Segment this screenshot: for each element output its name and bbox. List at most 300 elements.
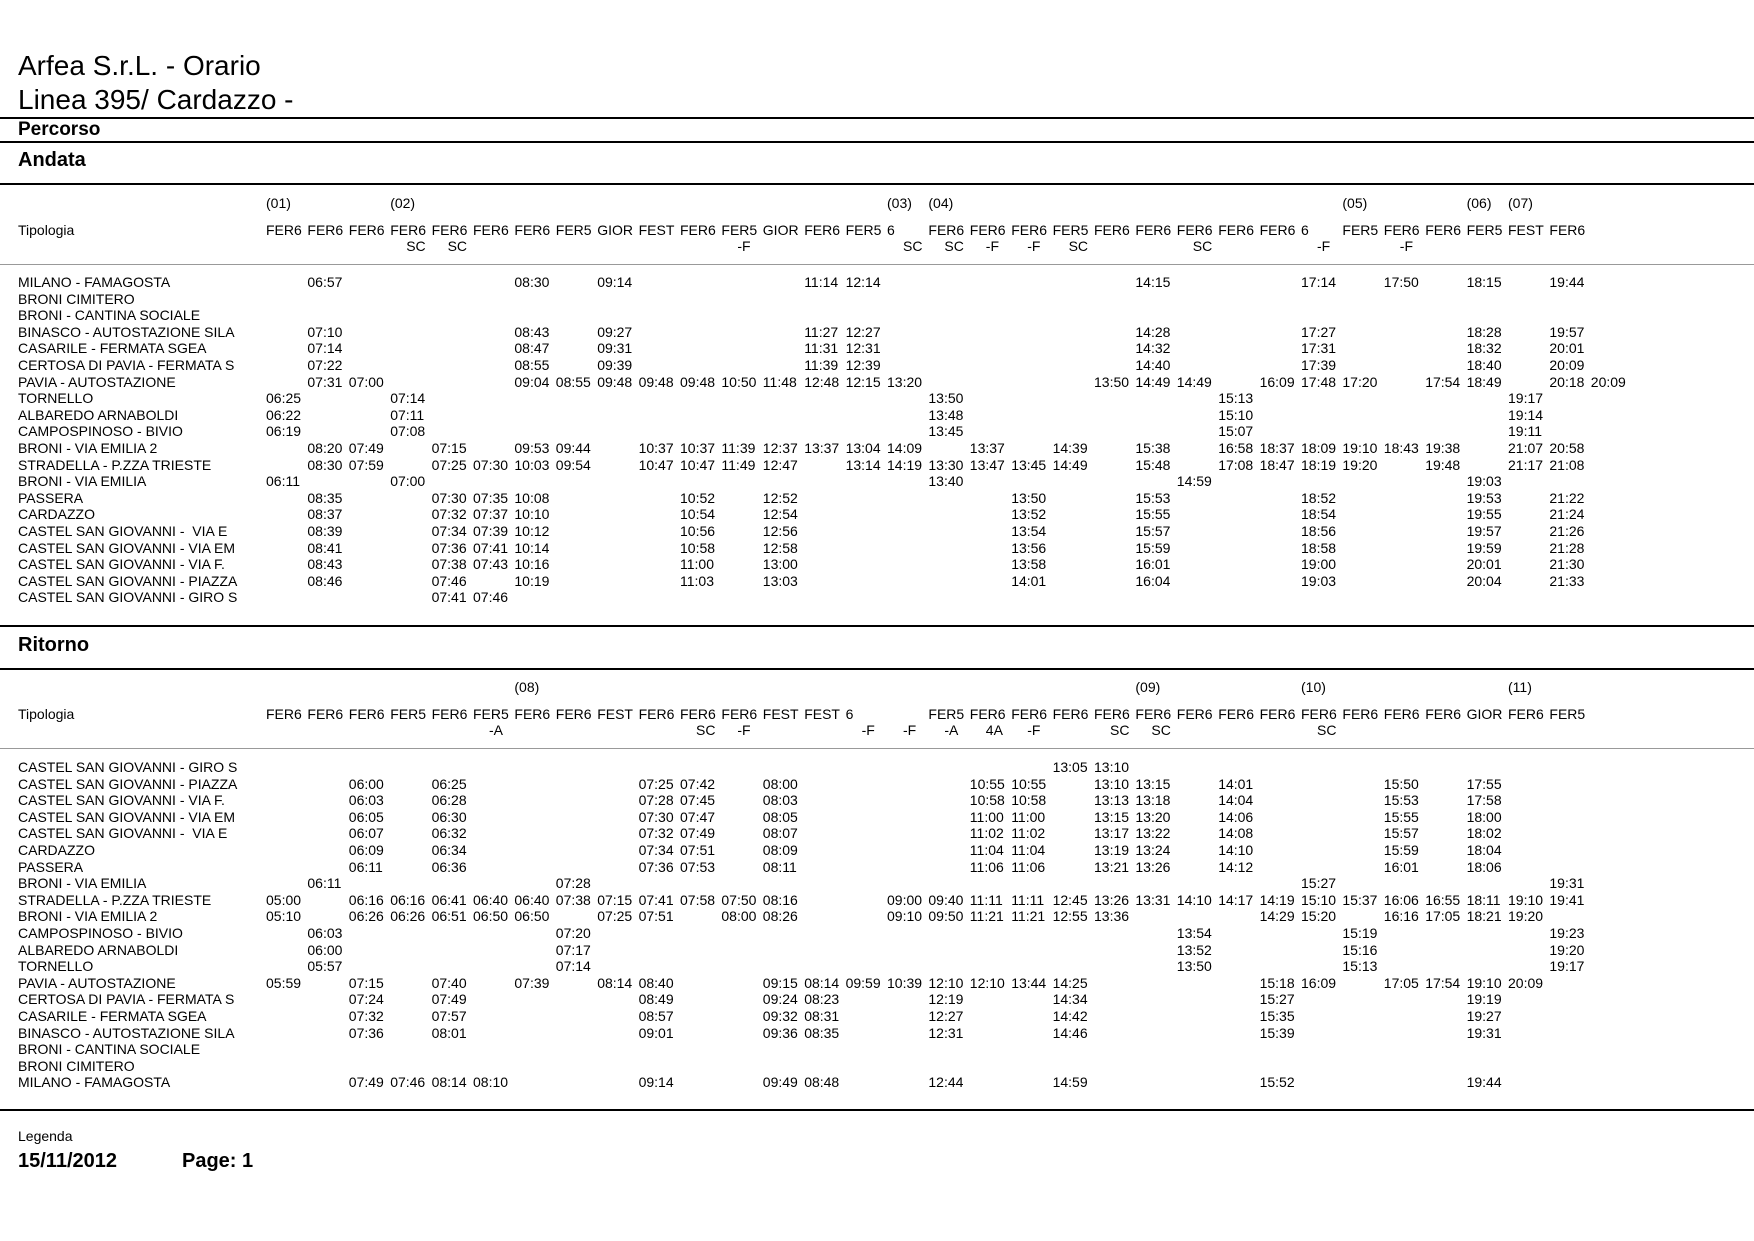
stop-time: 13:48 <box>928 406 964 423</box>
stop-time: 13:18 <box>1135 792 1171 809</box>
stop-time: 10:55 <box>969 775 1005 792</box>
stop-time: 05:10 <box>266 908 302 925</box>
stop-time: 07:36 <box>431 539 467 556</box>
stop-time: 20:09 <box>1549 357 1585 373</box>
stop-time: 12:31 <box>845 340 881 357</box>
stop-name: BRONI CIMITERO <box>18 1057 135 1074</box>
service-type: FER6 <box>1094 706 1130 722</box>
stop-time: 15:55 <box>1135 506 1171 523</box>
stop-name: CASARILE - FERMATA SGEA <box>18 1008 207 1024</box>
service-flag: SC <box>903 238 923 254</box>
stop-time: 08:55 <box>514 357 550 373</box>
stop-time: 08:23 <box>804 991 840 1008</box>
service-type: FER6 <box>680 222 716 238</box>
stop-time: 07:43 <box>473 556 509 573</box>
stop-time: 14:29 <box>1259 908 1295 925</box>
stop-time: 10:39 <box>887 974 923 991</box>
stop-time: 16:04 <box>1135 572 1171 589</box>
service-type: FER6 <box>969 706 1006 722</box>
stop-time: 07:49 <box>431 991 467 1008</box>
stop-time: 08:09 <box>762 842 798 858</box>
stop-time: 11:48 <box>762 373 797 390</box>
stop-name: STRADELLA - P.ZZA TRIESTE <box>18 456 212 473</box>
stop-time: 06:51 <box>431 908 467 925</box>
service-flag: SC <box>447 238 468 254</box>
stop-time: 11:49 <box>721 456 756 473</box>
service-type: FEST <box>638 222 675 238</box>
stop-time: 07:20 <box>555 925 591 941</box>
stop-time: 11:11 <box>969 891 1003 908</box>
stop-time: 10:16 <box>514 556 550 573</box>
page-number: Page: 1 <box>182 1150 254 1172</box>
stop-time: 08:05 <box>762 808 798 825</box>
stop-time: 07:49 <box>680 825 716 842</box>
stop-time: 13:36 <box>1094 908 1130 925</box>
stop-time: 13:44 <box>1011 974 1047 991</box>
service-type: FER5 <box>1052 222 1089 238</box>
stop-time: 13:15 <box>1094 808 1130 825</box>
service-type: FER6 <box>348 706 385 722</box>
stop-time: 16:01 <box>1135 556 1171 573</box>
stop-time: 14:04 <box>1218 792 1254 809</box>
service-type: FER6 <box>431 706 468 722</box>
stop-time: 09:49 <box>762 1074 798 1091</box>
service-flag: 4A <box>985 722 1003 738</box>
stop-time: 16:06 <box>1383 891 1419 908</box>
stop-name: PAVIA - AUTOSTAZIONE <box>18 373 176 390</box>
service-type: FEST <box>804 706 840 722</box>
stop-time: 17:05 <box>1383 974 1419 991</box>
stop-time: 09:04 <box>514 373 550 390</box>
stop-time: 07:41 <box>638 891 674 908</box>
stop-time: 11:39 <box>721 440 756 456</box>
stop-time: 07:42 <box>680 775 716 792</box>
note-ref: (05) <box>1342 195 1368 211</box>
stop-time: 08:14 <box>597 974 633 991</box>
stop-time: 05:00 <box>266 891 302 908</box>
note-ref: (06) <box>1466 195 1492 211</box>
service-type: 6 <box>1301 222 1309 238</box>
service-flag: -F <box>1399 238 1414 254</box>
stop-time: 07:36 <box>348 1024 384 1041</box>
stop-name: BRONI - VIA EMILIA 2 <box>18 440 158 456</box>
stop-time: 18:11 <box>1466 891 1501 908</box>
stop-time: 10:47 <box>680 456 716 473</box>
stop-time: 06:28 <box>431 792 467 809</box>
stop-time: 07:25 <box>431 456 467 473</box>
stop-time: 12:31 <box>928 1024 964 1041</box>
stop-time: 15:07 <box>1218 423 1254 440</box>
stop-time: 10:12 <box>514 523 550 539</box>
stop-name: CAMPOSPINOSO - BIVIO <box>18 925 183 941</box>
stop-time: 13:10 <box>1094 775 1130 792</box>
stop-time: 20:58 <box>1549 440 1585 456</box>
stop-time: 09:14 <box>638 1074 674 1091</box>
service-type: FER6 <box>473 222 509 238</box>
stop-time: 15:35 <box>1259 1008 1295 1024</box>
service-flag: SC <box>1317 722 1337 738</box>
stop-time: 20:01 <box>1549 340 1585 357</box>
stop-time: 09:48 <box>597 373 633 390</box>
stop-time: 06:25 <box>266 390 302 407</box>
stop-time: 14:10 <box>1176 891 1212 908</box>
stop-time: 10:08 <box>514 489 550 506</box>
stop-name: CASTEL SAN GIOVANNI - PIAZZA <box>18 775 238 792</box>
stop-time: 08:30 <box>514 274 550 290</box>
stop-time: 12:15 <box>845 373 881 390</box>
stop-time: 07:14 <box>390 390 426 407</box>
stop-time: 19:20 <box>1508 908 1544 925</box>
service-flag: -A <box>489 722 503 738</box>
stop-time: 08:30 <box>307 456 343 473</box>
stop-time: 11:04 <box>969 842 1004 858</box>
stop-time: 08:57 <box>638 1008 674 1024</box>
stop-time: 20:09 <box>1590 373 1626 390</box>
stop-name: PASSERA <box>18 858 84 875</box>
stop-time: 10:03 <box>514 456 550 473</box>
stop-time: 19:10 <box>1466 974 1502 991</box>
service-type: FER6 <box>1342 706 1379 722</box>
service-type: GIOR <box>1466 706 1503 722</box>
service-type: FEST <box>762 706 799 722</box>
line-title: Linea 395/ Cardazzo - <box>18 84 294 115</box>
stop-time: 18:47 <box>1259 456 1295 473</box>
stop-time: 12:55 <box>1052 908 1088 925</box>
stop-time: 12:39 <box>845 357 881 373</box>
service-flag: -A <box>944 722 959 738</box>
stop-time: 15:27 <box>1301 875 1337 892</box>
stop-time: 13:37 <box>969 440 1005 456</box>
stop-time: 13:00 <box>762 556 798 573</box>
stop-time: 08:55 <box>555 373 591 390</box>
stop-time: 10:37 <box>638 440 674 456</box>
stop-time: 07:47 <box>680 808 716 825</box>
service-type: FER6 <box>431 222 468 238</box>
stop-time: 08:01 <box>431 1024 467 1041</box>
service-type: FER6 <box>1425 706 1461 722</box>
stop-time: 14:12 <box>1218 858 1254 875</box>
stop-time: 13:24 <box>1135 842 1171 858</box>
service-flag: SC <box>696 722 716 738</box>
stop-time: 12:58 <box>762 539 798 556</box>
service-type: FER6 <box>1549 222 1586 238</box>
stop-time: 06:34 <box>431 842 467 858</box>
stop-time: 06:09 <box>348 842 384 858</box>
service-flag: -F <box>1317 238 1331 254</box>
legend-label: Legenda <box>18 1128 73 1144</box>
stop-time: 07:25 <box>638 775 674 792</box>
stop-time: 07:49 <box>348 1074 384 1091</box>
stop-time: 19:10 <box>1342 440 1378 456</box>
stop-time: 15:55 <box>1383 808 1419 825</box>
stop-time: 07:15 <box>348 974 384 991</box>
stop-time: 09:40 <box>928 891 964 908</box>
stop-time: 17:27 <box>1301 323 1337 340</box>
stop-time: 19:44 <box>1466 1074 1502 1091</box>
service-type: FER5 <box>390 706 426 722</box>
stop-time: 15:52 <box>1259 1074 1295 1091</box>
stop-time: 07:25 <box>597 908 633 925</box>
service-type: FER6 <box>1094 222 1130 238</box>
stop-name: STRADELLA - P.ZZA TRIESTE <box>18 891 212 908</box>
stop-time: 07:53 <box>680 858 716 875</box>
stop-time: 07:51 <box>638 908 674 925</box>
stop-time: 15:59 <box>1135 539 1171 556</box>
stop-time: 08:00 <box>721 908 757 925</box>
stop-time: 11:27 <box>804 323 839 340</box>
service-flag: SC <box>1192 238 1213 254</box>
stop-time: 09:24 <box>762 991 798 1008</box>
service-type: FER6 <box>514 706 551 722</box>
stop-time: 15:37 <box>1342 891 1378 908</box>
stop-time: 12:10 <box>928 974 964 991</box>
stop-time: 15:53 <box>1135 489 1171 506</box>
stop-time: 12:45 <box>1052 891 1088 908</box>
note-ref: (10) <box>1301 679 1326 695</box>
stop-time: 07:14 <box>307 340 343 357</box>
service-type: FER5 <box>555 222 592 238</box>
stop-time: 13:22 <box>1135 825 1171 842</box>
stop-time: 14:49 <box>1135 373 1171 390</box>
stop-time: 15:53 <box>1383 792 1419 809</box>
service-type: FER6 <box>1011 222 1047 238</box>
stop-time: 07:51 <box>680 842 716 858</box>
stop-time: 16:09 <box>1259 373 1295 390</box>
stop-time: 18:49 <box>1466 373 1502 390</box>
service-type: FER5 <box>1342 222 1379 238</box>
service-type: FER5 <box>845 222 882 238</box>
tipologia-label: Tipologia <box>18 222 75 238</box>
stop-time: 10:58 <box>1011 792 1047 809</box>
stop-time: 07:46 <box>473 589 509 606</box>
andata-heading: Andata <box>18 149 86 171</box>
stop-time: 09:32 <box>762 1008 798 1024</box>
service-type: FER6 <box>307 222 344 238</box>
stop-time: 09:48 <box>680 373 716 390</box>
stop-time: 19:31 <box>1549 875 1585 892</box>
service-type: FER6 <box>555 706 592 722</box>
stop-time: 06:26 <box>390 908 426 925</box>
stop-time: 05:59 <box>266 974 302 991</box>
stop-time: 18:40 <box>1466 357 1502 373</box>
stop-time: 10:47 <box>638 456 674 473</box>
stop-time: 07:00 <box>390 473 426 490</box>
percorso-heading: Percorso <box>18 119 101 140</box>
stop-time: 14:42 <box>1052 1008 1088 1024</box>
stop-time: 12:44 <box>928 1074 964 1091</box>
stop-time: 06:41 <box>431 891 467 908</box>
stop-name: CARDAZZO <box>18 842 95 858</box>
stop-time: 17:48 <box>1301 373 1337 390</box>
service-type: FER6 <box>1135 706 1172 722</box>
stop-time: 06:00 <box>348 775 384 792</box>
stop-time: 15:38 <box>1135 440 1171 456</box>
stop-time: 13:15 <box>1135 775 1171 792</box>
stop-time: 14:17 <box>1218 891 1254 908</box>
stop-time: 06:30 <box>431 808 467 825</box>
stop-name: BRONI CIMITERO <box>18 290 135 307</box>
stop-time: 20:18 <box>1549 373 1585 390</box>
stop-time: 13:17 <box>1094 825 1130 842</box>
stop-time: 13:21 <box>1094 858 1130 875</box>
stop-time: 16:01 <box>1383 858 1419 875</box>
stop-time: 10:54 <box>680 506 716 523</box>
stop-time: 08:47 <box>514 340 550 357</box>
stop-time: 09:10 <box>887 908 923 925</box>
service-type: FER6 <box>514 222 551 238</box>
stop-time: 09:50 <box>928 908 964 925</box>
stop-name: MILANO - FAMAGOSTA <box>18 274 171 290</box>
stop-time: 08:26 <box>762 908 798 925</box>
note-ref: (08) <box>514 679 540 695</box>
stop-time: 21:26 <box>1549 523 1585 539</box>
stop-time: 19:14 <box>1508 406 1544 423</box>
stop-time: 14:49 <box>1176 373 1212 390</box>
stop-time: 08:37 <box>307 506 343 523</box>
stop-time: 13:40 <box>928 473 964 490</box>
stop-time: 09:44 <box>555 440 591 456</box>
print-date: 15/11/2012 <box>18 1150 117 1172</box>
note-ref: (07) <box>1508 195 1533 211</box>
stop-time: 06:50 <box>514 908 550 925</box>
service-type: FER6 <box>969 222 1006 238</box>
stop-time: 08:43 <box>307 556 343 573</box>
stop-time: 07:39 <box>514 974 550 991</box>
service-type: FER6 <box>721 706 758 722</box>
service-type: FER6 <box>307 706 344 722</box>
stop-time: 08:46 <box>307 572 343 589</box>
stop-time: 13:37 <box>804 440 840 456</box>
note-ref: (11) <box>1508 679 1532 695</box>
service-flag: -F <box>903 722 917 738</box>
stop-time: 08:16 <box>762 891 798 908</box>
stop-time: 14:08 <box>1218 825 1254 842</box>
stop-time: 12:27 <box>845 323 881 340</box>
stop-time: 09:00 <box>887 891 923 908</box>
stop-time: 19:41 <box>1549 891 1585 908</box>
stop-time: 14:09 <box>887 440 923 456</box>
stop-time: 13:26 <box>1135 858 1171 875</box>
ritorno-heading: Ritorno <box>18 634 90 656</box>
service-type: FER5 <box>1466 222 1503 238</box>
stop-name: CERTOSA DI PAVIA - FERMATA S <box>18 357 235 373</box>
stop-time: 13:47 <box>969 456 1005 473</box>
stop-time: 19:20 <box>1342 456 1378 473</box>
stop-time: 06:26 <box>348 908 384 925</box>
stop-name: CASTEL SAN GIOVANNI - VIA F. <box>18 792 225 809</box>
stop-time: 10:10 <box>514 506 550 523</box>
stop-name: ALBAREDO ARNABOLDI <box>18 406 179 423</box>
stop-time: 07:36 <box>638 858 674 875</box>
stop-time: 15:27 <box>1259 991 1295 1008</box>
stop-time: 10:52 <box>680 489 716 506</box>
stop-time: 19:11 <box>1508 423 1542 440</box>
note-ref: (04) <box>928 195 954 211</box>
stop-time: 07:28 <box>638 792 674 809</box>
stop-time: 14:28 <box>1135 323 1171 340</box>
stop-time: 07:59 <box>348 456 384 473</box>
service-type: FER6 <box>1301 706 1337 722</box>
stop-time: 19:55 <box>1466 506 1502 523</box>
stop-time: 13:03 <box>762 572 798 589</box>
stop-time: 21:33 <box>1549 572 1585 589</box>
stop-time: 12:37 <box>762 440 798 456</box>
stop-time: 06:50 <box>473 908 509 925</box>
stop-time: 20:04 <box>1466 572 1502 589</box>
stop-time: 10:37 <box>680 440 716 456</box>
stop-time: 07:32 <box>431 506 467 523</box>
stop-time: 17:31 <box>1301 340 1337 357</box>
stop-time: 07:31 <box>307 373 343 390</box>
stop-time: 06:57 <box>307 274 343 290</box>
stop-time: 12:19 <box>928 991 964 1008</box>
stop-name: ALBAREDO ARNABOLDI <box>18 941 179 958</box>
stop-time: 08:41 <box>307 539 343 556</box>
stop-time: 06:05 <box>348 808 384 825</box>
stop-time: 10:50 <box>721 373 757 390</box>
tipologia-label: Tipologia <box>18 706 75 722</box>
stop-time: 18:32 <box>1466 340 1502 357</box>
stop-time: 18:52 <box>1301 489 1337 506</box>
stop-time: 07:41 <box>431 589 467 606</box>
stop-name: CASTEL SAN GIOVANNI - VIA E <box>18 825 228 842</box>
stop-time: 09:39 <box>597 357 633 373</box>
stop-time: 15:20 <box>1301 908 1337 925</box>
stop-time: 14:01 <box>1218 775 1254 792</box>
stop-time: 16:55 <box>1425 891 1461 908</box>
stop-time: 15:50 <box>1383 775 1419 792</box>
stop-time: 07:34 <box>431 523 467 539</box>
stop-time: 07:30 <box>638 808 674 825</box>
stop-time: 18:19 <box>1301 456 1337 473</box>
stop-time: 08:03 <box>762 792 798 809</box>
stop-time: 06:40 <box>473 891 509 908</box>
stop-time: 19:38 <box>1425 440 1461 456</box>
stop-time: 21:07 <box>1508 440 1544 456</box>
stop-time: 07:00 <box>348 373 384 390</box>
stop-time: 10:58 <box>680 539 716 556</box>
stop-time: 14:01 <box>1011 572 1047 589</box>
stop-time: 15:16 <box>1342 941 1378 958</box>
stop-time: 15:59 <box>1383 842 1419 858</box>
stop-time: 14:40 <box>1135 357 1171 373</box>
service-type: FER6 <box>1425 222 1461 238</box>
stop-time: 14:34 <box>1052 991 1088 1008</box>
service-type: FER6 <box>804 222 840 238</box>
stop-time: 17:05 <box>1425 908 1461 925</box>
stop-time: 07:57 <box>431 1008 467 1024</box>
stop-time: 17:54 <box>1425 373 1461 390</box>
stop-time: 08:00 <box>762 775 798 792</box>
stop-time: 13:50 <box>1176 958 1212 975</box>
stop-time: 06:25 <box>431 775 467 792</box>
stop-time: 19:27 <box>1466 1008 1502 1024</box>
stop-time: 18:28 <box>1466 323 1502 340</box>
stop-time: 15:48 <box>1135 456 1171 473</box>
stop-time: 08:14 <box>804 974 840 991</box>
stop-time: 13:52 <box>1176 941 1212 958</box>
service-type: FER6 <box>1176 706 1213 722</box>
stop-time: 19:44 <box>1549 274 1585 290</box>
stop-time: 06:11 <box>307 875 342 892</box>
stop-time: 11:14 <box>804 274 839 290</box>
stop-time: 11:06 <box>969 858 1004 875</box>
stop-time: 11:31 <box>804 340 839 357</box>
stop-name: CAMPOSPINOSO - BIVIO <box>18 423 183 440</box>
stop-time: 07:32 <box>638 825 674 842</box>
stop-time: 07:39 <box>473 523 509 539</box>
stop-time: 12:14 <box>845 274 881 290</box>
